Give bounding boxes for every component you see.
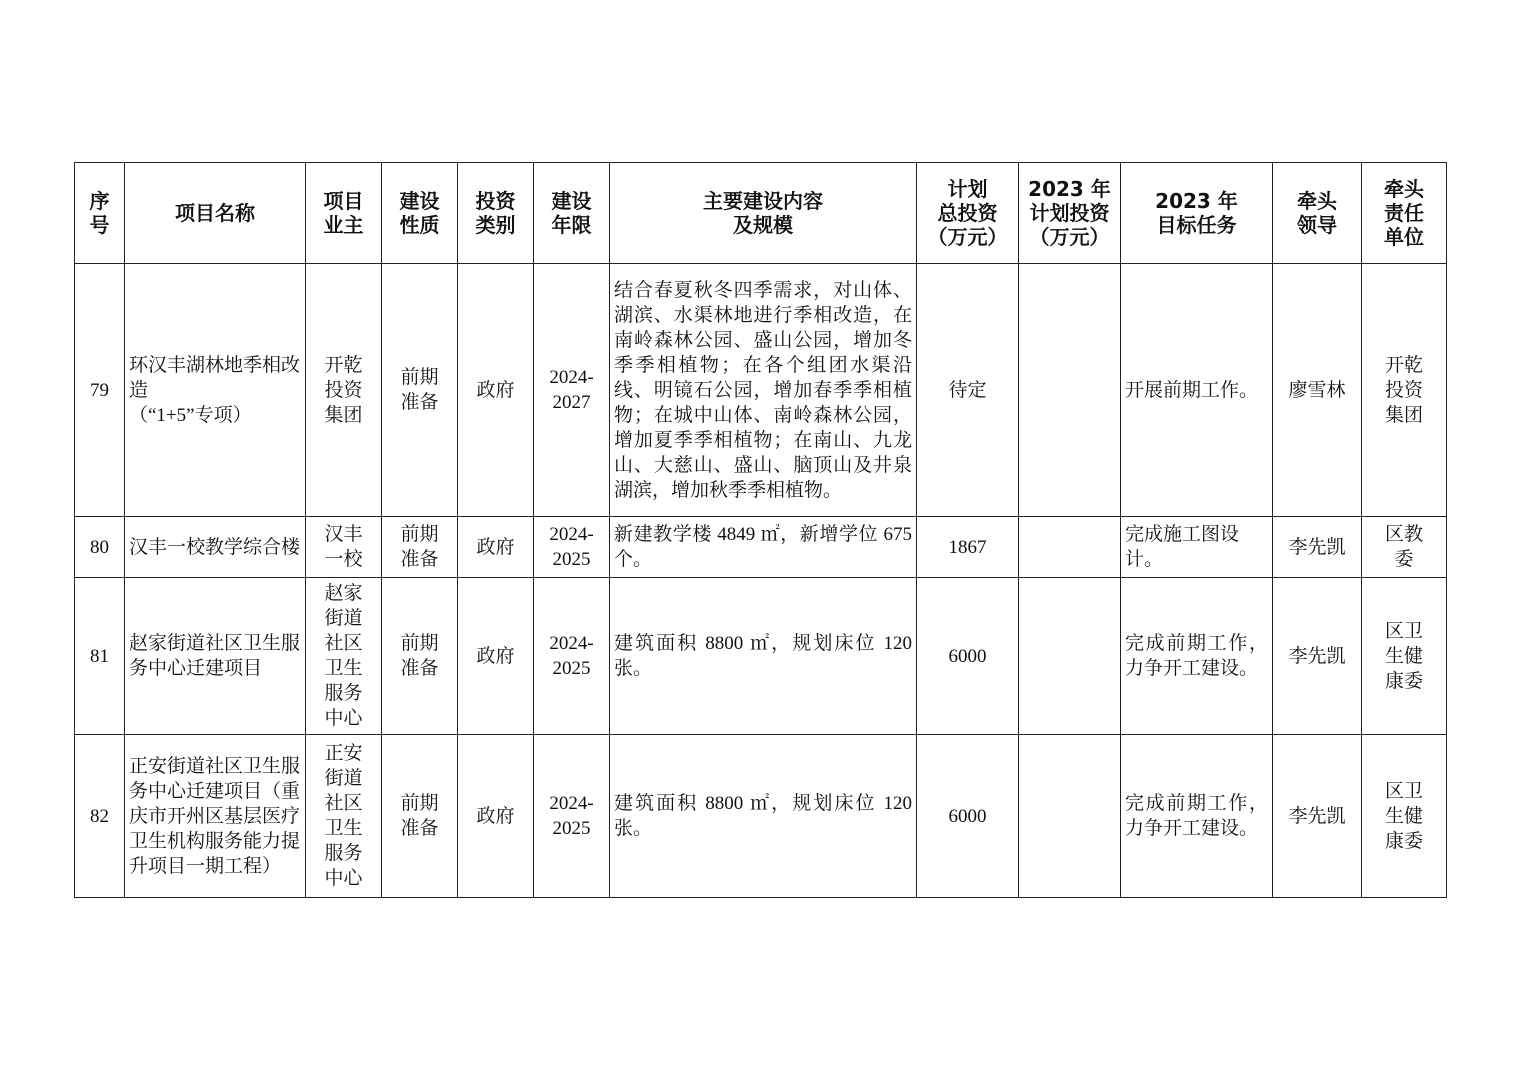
header-project-name: 项目名称 (125, 163, 306, 264)
cell-total-investment: 6000 (917, 578, 1019, 735)
cell-owner: 汉丰 一校 (306, 517, 382, 578)
cell-plan-2023 (1019, 578, 1121, 735)
cell-seq: 79 (75, 264, 125, 517)
cell-content: 新建教学楼 4849 ㎡，新增学位 675 个。 (610, 517, 917, 578)
cell-period: 2024- 2027 (534, 264, 610, 517)
cell-period: 2024- 2025 (534, 517, 610, 578)
cell-nature: 前期 准备 (382, 578, 458, 735)
cell-responsible-unit: 开乾 投资 集团 (1362, 264, 1447, 517)
cell-owner: 开乾 投资 集团 (306, 264, 382, 517)
cell-content: 结合春夏秋冬四季需求，对山体、湖滨、水渠林地进行季相改造，在南岭森林公园、盛山公园，增加冬季季相植物；在各个组团水渠沿线、明镜石公园，增加春季季相植物；在城中山体、南岭森林公园，增加夏季季相植物；在南山、九龙山、大慈山、盛山、脑顶山及井泉湖滨，增加秋季季相植物。 (610, 264, 917, 517)
header-total-investment: 计划 总投资 （万元） (917, 163, 1019, 264)
header-period: 建设 年限 (534, 163, 610, 264)
cell-task-2023: 完成施工图设计。 (1121, 517, 1273, 578)
cell-total-investment: 6000 (917, 735, 1019, 898)
cell-period: 2024- 2025 (534, 735, 610, 898)
header-responsible-unit: 牵头 责任 单位 (1362, 163, 1447, 264)
cell-seq: 82 (75, 735, 125, 898)
cell-category: 政府 (458, 735, 534, 898)
table-row (75, 517, 1447, 578)
cell-project-name: 正安街道社区卫生服务中心迁建项目（重庆市开州区基层医疗卫生机构服务能力提升项目一期工程） (125, 735, 306, 898)
cell-total-investment: 1867 (917, 517, 1019, 578)
cell-leader: 李先凯 (1273, 735, 1362, 898)
header-owner: 项目 业主 (306, 163, 382, 264)
cell-task-2023: 开展前期工作。 (1121, 264, 1273, 517)
header-task-2023: 2023 年 目标任务 (1121, 163, 1273, 264)
table-row (75, 735, 1447, 898)
cell-content: 建筑面积 8800 ㎡，规划床位 120 张。 (610, 735, 917, 898)
cell-nature: 前期 准备 (382, 264, 458, 517)
header-leader: 牵头 领导 (1273, 163, 1362, 264)
table-row (75, 264, 1447, 517)
cell-project-name: 环汉丰湖林地季相改造 （“1+5”专项） (125, 264, 306, 517)
header-content: 主要建设内容 及规模 (610, 163, 917, 264)
cell-category: 政府 (458, 517, 534, 578)
cell-project-name: 赵家街道社区卫生服务中心迁建项目 (125, 578, 306, 735)
header-category: 投资 类别 (458, 163, 534, 264)
cell-plan-2023 (1019, 735, 1121, 898)
cell-seq: 80 (75, 517, 125, 578)
cell-content: 建筑面积 8800 ㎡，规划床位 120 张。 (610, 578, 917, 735)
header-seq: 序 号 (75, 163, 125, 264)
cell-category: 政府 (458, 264, 534, 517)
cell-task-2023: 完成前期工作，力争开工建设。 (1121, 578, 1273, 735)
cell-leader: 李先凯 (1273, 578, 1362, 735)
cell-owner: 赵家 街道 社区 卫生 服务 中心 (306, 578, 382, 735)
cell-seq: 81 (75, 578, 125, 735)
header-nature: 建设 性质 (382, 163, 458, 264)
cell-plan-2023 (1019, 264, 1121, 517)
project-table (74, 162, 1447, 898)
cell-nature: 前期 准备 (382, 735, 458, 898)
cell-leader: 廖雪林 (1273, 264, 1362, 517)
cell-period: 2024- 2025 (534, 578, 610, 735)
header-row (75, 163, 1447, 264)
header-plan-2023: 2023 年 计划投资 （万元） (1019, 163, 1121, 264)
cell-category: 政府 (458, 578, 534, 735)
cell-responsible-unit: 区卫 生健 康委 (1362, 578, 1447, 735)
cell-total-investment: 待定 (917, 264, 1019, 517)
cell-plan-2023 (1019, 517, 1121, 578)
cell-owner: 正安 街道 社区 卫生 服务 中心 (306, 735, 382, 898)
cell-project-name: 汉丰一校教学综合楼 (125, 517, 306, 578)
cell-task-2023: 完成前期工作，力争开工建设。 (1121, 735, 1273, 898)
cell-leader: 李先凯 (1273, 517, 1362, 578)
table-row (75, 578, 1447, 735)
cell-responsible-unit: 区教 委 (1362, 517, 1447, 578)
cell-nature: 前期 准备 (382, 517, 458, 578)
cell-responsible-unit: 区卫 生健 康委 (1362, 735, 1447, 898)
